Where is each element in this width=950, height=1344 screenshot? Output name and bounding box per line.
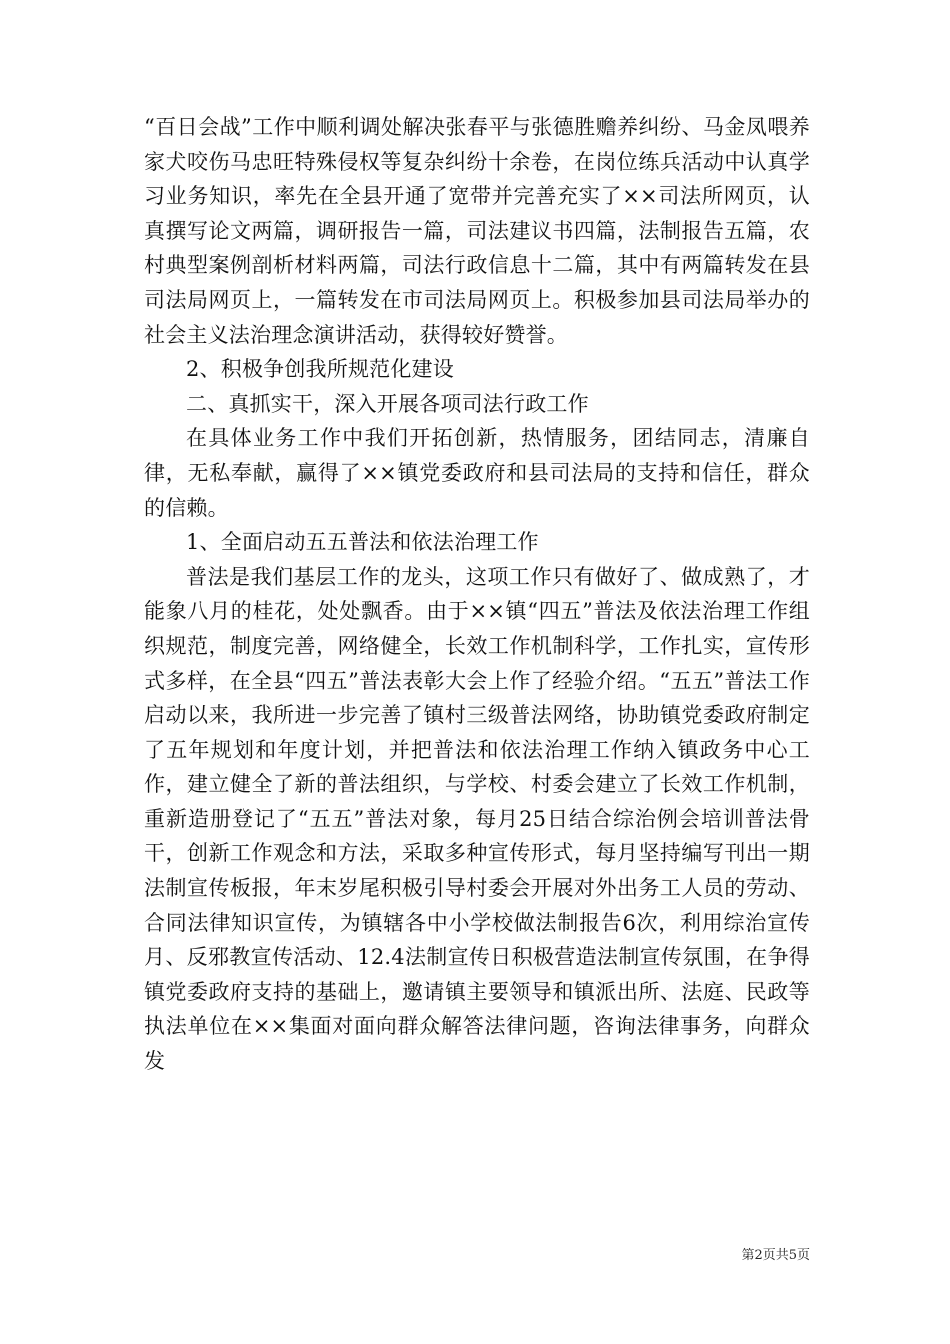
paragraph-legal-education: 普法是我们基层工作的龙头，这项工作只有做好了、做成熟了，才能象八月的桂花，处处飘香。由于××镇“四五”普法及依法治理工作组织规范，制度完善，网络健全，长效工作机制科学，工作扎实，宣传形式多样，在全县“四五”普法表彰大会上作了经验介绍。“五五”普法工作启动以来，我所进一步完善了镇村三级普法网络，协助镇党委政府制定了五年规划和年度计划，并把普法和依法治理工作纳入镇政务中心工作，建立健全了新的普法组织，与学校、村委会建立了长效工作机制，重新造册登记了“五五”普法对象，每月25日结合综治例会培训普法骨干，创新工作观念和方法，采取多种宣传形式，每月坚持编写刊出一期法制宣传板报，年末岁尾积极引导村委会开展对外出务工人员的劳动、合同法律知识宣传，为镇辖各中小学校做法制报告6次，利用综治宣传月、反邪教宣传活动、12.4法制宣传日积极营造法制宣传氛围，在争得镇党委政府支持的基础上，邀请镇主要领导和镇派出所、法庭、民政等执法单位在××集面对面向群众解答法律问题，咨询法律事务，向群众发 [144,564,810,1074]
page-number: 第2页共5页 [741,1248,810,1263]
subheading-legal-education: 1、全面启动五五普法和依法治理工作 [186,530,539,555]
document-body [144,110,810,1079]
subheading-standardization: 2、积极争创我所规范化建设 [186,357,454,382]
section-heading-two: 二、真抓实干，深入开展各项司法行政工作 [186,391,589,416]
paragraph-intro: 在具体业务工作中我们开拓创新，热情服务，团结同志，清廉自律，无私奉献，赢得了××镇党委政府和县司法局的支持和信任，群众的信赖。 [144,426,810,520]
paragraph-continuation: “百日会战”工作中顺利调处解决张春平与张德胜赡养纠纷、马金凤喂养家犬咬伤马忠旺特殊侵权等复杂纠纷十余卷，在岗位练兵活动中认真学习业务知识，率先在全县开通了宽带并完善充实了××司法所网页，认真撰写论文两篇，调研报告一篇，司法建议书四篇，法制报告五篇，农村典型案例剖析材料两篇，司法行政信息十二篇，其中有两篇转发在县司法局网页上，一篇转发在市司法局网页上。积极参加县司法局举办的社会主义法治理念演讲活动，获得较好赞誉。 [144,115,810,347]
